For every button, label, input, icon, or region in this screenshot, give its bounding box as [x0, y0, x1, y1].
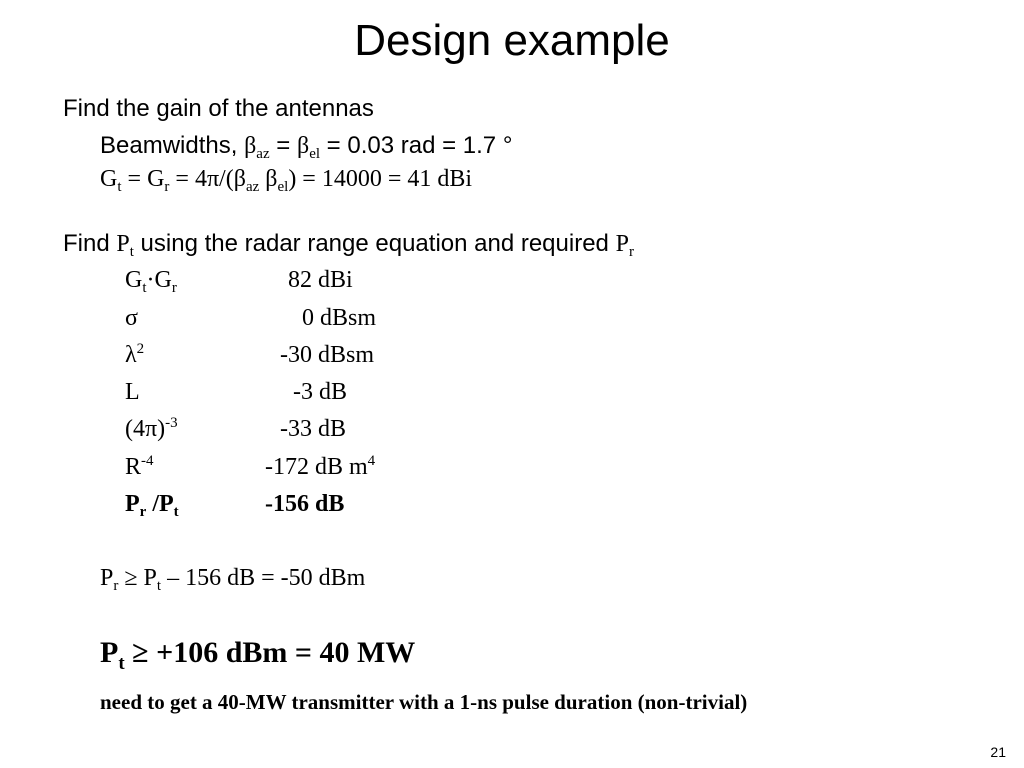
- budget-value: -3 dB: [293, 379, 347, 405]
- budget-label: $P_r$ $/P_t$: [125, 491, 179, 520]
- page-number: 21: [990, 744, 1006, 760]
- received-power-line: $P_r \ge P_t - 156$ dB = -50 dBm: [100, 565, 366, 594]
- transmitter-note: need to get a 40-MW transmitter with a 1-ns pulse duration (non-trivial): [100, 690, 748, 714]
- budget-value: -172 dB $m^4$: [265, 453, 376, 480]
- budget-label: $R^{-4}$: [125, 453, 154, 480]
- budget-label: L: [125, 379, 140, 405]
- transmit-power-result: $P_t \ge +106$ dBm = 40 MW: [100, 636, 416, 674]
- beamwidth-line: Beamwidths, $\beta_{az} = \beta_{el} = 0.03$ rad = 1.7 °: [100, 132, 513, 162]
- budget-value: 82 dBi: [288, 267, 353, 293]
- budget-value: -33 dB: [280, 416, 346, 442]
- pt-heading: Find $P_t$ using the radar range equation and required $P_r$: [63, 230, 634, 260]
- gain-formula: $G_t = G_r = 4\pi/(\beta_{az}$ $\beta_{el}) = 14000 = 41$ dBi: [100, 166, 473, 195]
- gain-heading: Find the gain of the antennas: [63, 95, 374, 122]
- budget-value: -156 dB: [265, 491, 345, 517]
- budget-label: $\lambda^2$: [125, 341, 145, 368]
- budget-label: σ: [125, 305, 138, 331]
- budget-label: $G_t\cdot G_r$: [125, 267, 177, 296]
- budget-label: $(4\pi)^{-3}$: [125, 415, 178, 442]
- budget-value: -30 dBsm: [280, 342, 375, 368]
- budget-value: 0 dBsm: [302, 305, 377, 331]
- slide-title: Design example: [354, 16, 670, 65]
